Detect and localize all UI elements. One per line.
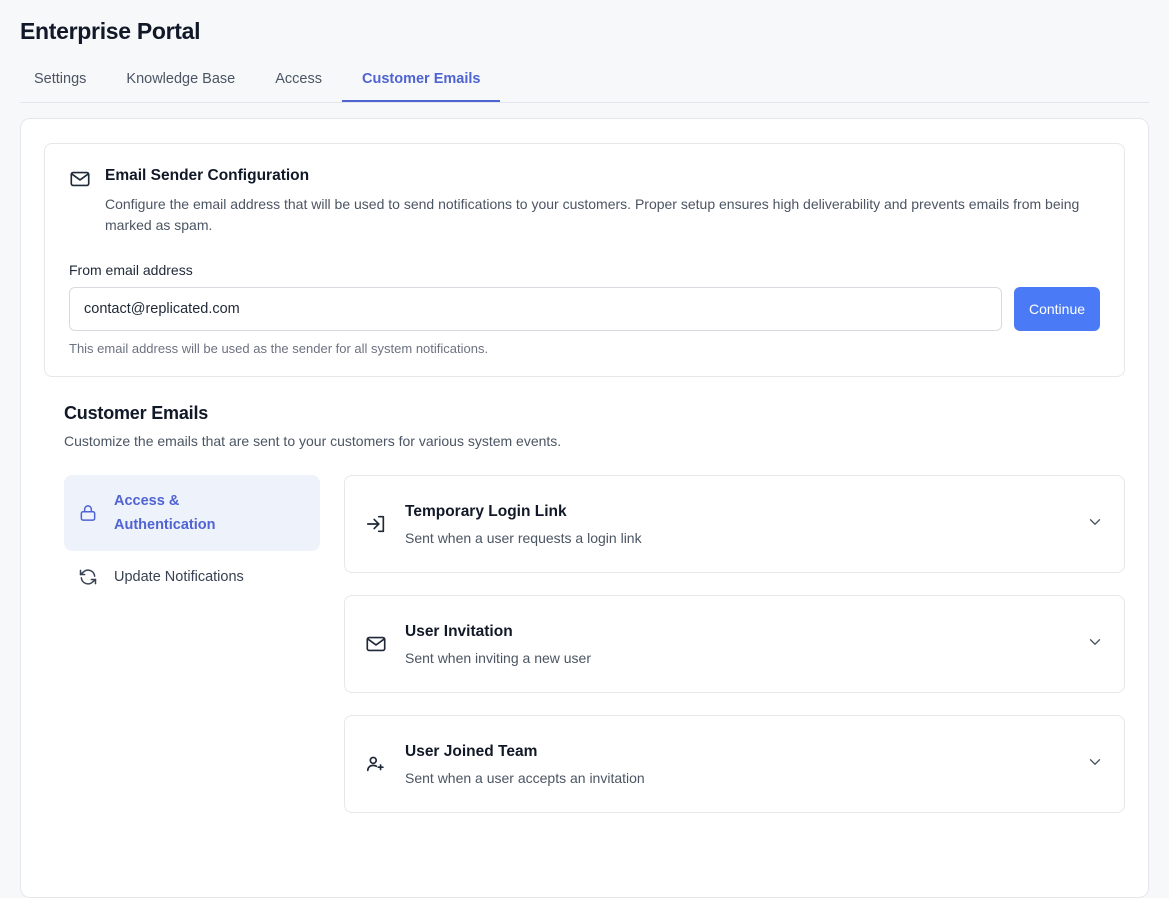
chevron-down-icon[interactable] bbox=[1086, 753, 1104, 776]
category-sidebar bbox=[64, 475, 320, 813]
email-template-subtitle: Sent when a user requests a login link bbox=[405, 530, 642, 546]
chevron-down-icon[interactable] bbox=[1086, 513, 1104, 536]
email-template-subtitle: Sent when a user accepts an invitation bbox=[405, 770, 645, 786]
email-template-row-temporary-login-link[interactable] bbox=[344, 475, 1125, 573]
sender-panel-header bbox=[69, 166, 1100, 236]
envelope-icon bbox=[365, 633, 387, 655]
tab-access[interactable]: Access bbox=[275, 71, 322, 87]
envelope-icon bbox=[69, 168, 91, 195]
login-arrow-icon bbox=[365, 513, 387, 535]
lock-icon bbox=[78, 503, 98, 523]
sidebar-item-label: Update Notifications bbox=[114, 569, 244, 585]
continue-button[interactable]: Continue bbox=[1014, 287, 1100, 331]
from-email-row bbox=[69, 287, 1100, 331]
customer-emails-subtitle: Customize the emails that are sent to your customers for various system events. bbox=[64, 433, 562, 449]
sidebar-item-update-notifications[interactable] bbox=[64, 551, 320, 603]
email-sender-configuration-panel bbox=[44, 143, 1125, 377]
customer-emails-body bbox=[44, 475, 1125, 813]
user-plus-icon bbox=[365, 753, 387, 775]
tab-bar bbox=[20, 61, 1149, 103]
tab-customer-emails[interactable]: Customer Emails bbox=[342, 61, 500, 102]
refresh-icon bbox=[78, 567, 98, 587]
customer-emails-title: Customer Emails bbox=[64, 403, 209, 423]
chevron-down-icon[interactable] bbox=[1086, 633, 1104, 656]
email-template-list bbox=[344, 475, 1125, 813]
email-template-title: User Joined Team bbox=[405, 743, 538, 760]
sidebar-item-label: Access & Authentication bbox=[114, 493, 216, 533]
from-email-help-text: This email address will be used as the sender for all system notifications. bbox=[69, 341, 489, 356]
tab-knowledge-base[interactable]: Knowledge Base bbox=[126, 71, 236, 87]
sidebar-item-access-authentication[interactable] bbox=[64, 475, 320, 551]
email-template-subtitle: Sent when inviting a new user bbox=[405, 650, 591, 666]
from-email-input[interactable] bbox=[69, 287, 1002, 331]
email-template-row-user-joined-team[interactable] bbox=[344, 715, 1125, 813]
from-email-label: From email address bbox=[69, 262, 193, 278]
page-title: Enterprise Portal bbox=[20, 18, 201, 44]
sender-panel-title: Email Sender Configuration bbox=[105, 167, 310, 184]
tab-settings[interactable]: Settings bbox=[34, 71, 87, 87]
main-content-card bbox=[20, 118, 1149, 898]
email-template-title: User Invitation bbox=[405, 623, 513, 640]
email-template-row-user-invitation[interactable] bbox=[344, 595, 1125, 693]
sender-panel-description: Configure the email address that will be used to send notifications to your customers. Proper setup ensures high deliverability and prevents emails from being marked as spam. bbox=[105, 196, 1080, 233]
email-template-title: Temporary Login Link bbox=[405, 503, 567, 520]
